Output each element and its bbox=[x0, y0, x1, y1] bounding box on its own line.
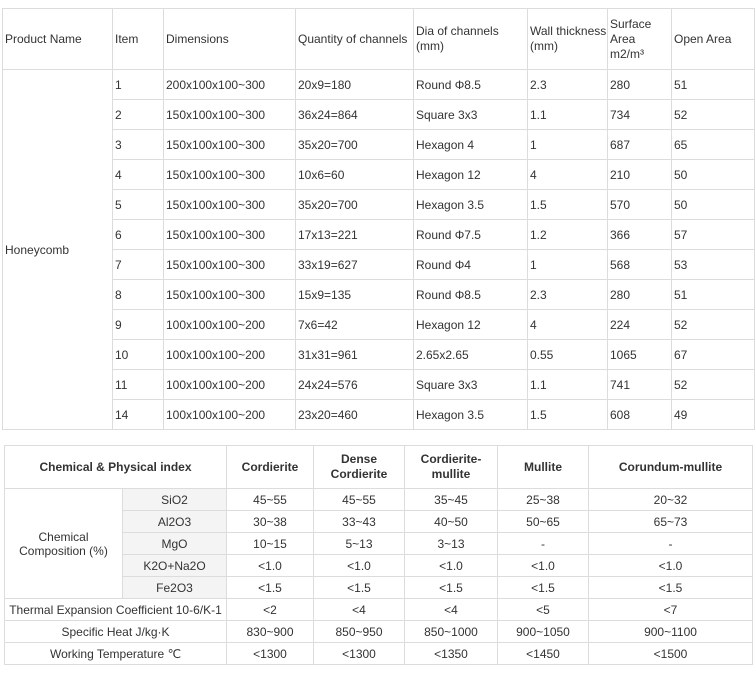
quantity-cell: 17x13=221 bbox=[296, 220, 414, 250]
value-cell: 900~1100 bbox=[589, 621, 753, 643]
compound-cell: K2O+Na2O bbox=[123, 555, 227, 577]
quantity-cell: 20x9=180 bbox=[296, 70, 414, 100]
open-area-cell: 53 bbox=[672, 250, 755, 280]
item-cell: 1 bbox=[113, 70, 164, 100]
value-cell: <1.0 bbox=[405, 555, 498, 577]
table-row bbox=[3, 70, 755, 100]
header-col-0: Cordierite bbox=[227, 446, 314, 489]
surface-cell: 224 bbox=[608, 310, 672, 340]
table-row bbox=[3, 130, 755, 160]
surface-cell: 608 bbox=[608, 400, 672, 430]
value-cell: <1.0 bbox=[227, 555, 314, 577]
dimensions-cell: 150x100x100~300 bbox=[164, 250, 296, 280]
dimensions-cell: 100x100x100~200 bbox=[164, 340, 296, 370]
phys-label-cell: Thermal Expansion Coefficient 10-6/K-1 bbox=[5, 599, 227, 621]
chem-composition-label: Chemical Composition (%) bbox=[5, 489, 123, 599]
table-row bbox=[3, 100, 755, 130]
table-row bbox=[3, 160, 755, 190]
table-row bbox=[3, 190, 755, 220]
table-row bbox=[3, 400, 755, 430]
value-cell: 850~950 bbox=[314, 621, 405, 643]
value-cell: <1.5 bbox=[227, 577, 314, 599]
value-cell: 30~38 bbox=[227, 511, 314, 533]
value-cell: 40~50 bbox=[405, 511, 498, 533]
surface-cell: 1065 bbox=[608, 340, 672, 370]
dia-cell: Hexagon 3.5 bbox=[414, 400, 528, 430]
wall-cell: 1.5 bbox=[528, 190, 608, 220]
open-area-cell: 52 bbox=[672, 100, 755, 130]
property-header-row bbox=[5, 446, 753, 489]
header-item: Item bbox=[113, 9, 164, 70]
item-cell: 2 bbox=[113, 100, 164, 130]
value-cell: <1300 bbox=[227, 643, 314, 665]
dimensions-cell: 150x100x100~300 bbox=[164, 100, 296, 130]
item-cell: 6 bbox=[113, 220, 164, 250]
item-cell: 7 bbox=[113, 250, 164, 280]
dia-cell: Round Φ8.5 bbox=[414, 280, 528, 310]
dia-cell: Hexagon 4 bbox=[414, 130, 528, 160]
dimensions-cell: 150x100x100~300 bbox=[164, 130, 296, 160]
item-cell: 3 bbox=[113, 130, 164, 160]
value-cell: <1.5 bbox=[314, 577, 405, 599]
value-cell: <1.5 bbox=[589, 577, 753, 599]
quantity-cell: 10x6=60 bbox=[296, 160, 414, 190]
dia-cell: Round Φ4 bbox=[414, 250, 528, 280]
phys-row bbox=[5, 599, 753, 621]
open-area-cell: 51 bbox=[672, 280, 755, 310]
quantity-cell: 33x19=627 bbox=[296, 250, 414, 280]
surface-cell: 366 bbox=[608, 220, 672, 250]
value-cell: 850~1000 bbox=[405, 621, 498, 643]
value-cell: - bbox=[498, 533, 589, 555]
product-name-cell: Honeycomb bbox=[3, 70, 113, 430]
wall-cell: 1.5 bbox=[528, 400, 608, 430]
quantity-cell: 31x31=961 bbox=[296, 340, 414, 370]
header-product-name: Product Name bbox=[3, 9, 113, 70]
wall-cell: 1.2 bbox=[528, 220, 608, 250]
header-col-1: Dense Cordierite bbox=[314, 446, 405, 489]
wall-cell: 1.1 bbox=[528, 100, 608, 130]
item-cell: 14 bbox=[113, 400, 164, 430]
value-cell: 830~900 bbox=[227, 621, 314, 643]
header-col-3: Mullite bbox=[498, 446, 589, 489]
open-area-cell: 49 bbox=[672, 400, 755, 430]
quantity-cell: 24x24=576 bbox=[296, 370, 414, 400]
value-cell: 35~45 bbox=[405, 489, 498, 511]
value-cell: <1300 bbox=[314, 643, 405, 665]
phys-row bbox=[5, 621, 753, 643]
surface-cell: 687 bbox=[608, 130, 672, 160]
compound-cell: SiO2 bbox=[123, 489, 227, 511]
value-cell: 5~13 bbox=[314, 533, 405, 555]
surface-cell: 741 bbox=[608, 370, 672, 400]
dimensions-cell: 100x100x100~200 bbox=[164, 310, 296, 340]
value-cell: 20~32 bbox=[589, 489, 753, 511]
surface-cell: 570 bbox=[608, 190, 672, 220]
value-cell: <4 bbox=[314, 599, 405, 621]
wall-cell: 1 bbox=[528, 130, 608, 160]
quantity-cell: 7x6=42 bbox=[296, 310, 414, 340]
dia-cell: Hexagon 12 bbox=[414, 160, 528, 190]
header-row bbox=[3, 9, 755, 70]
header-dia: Dia of channels (mm) bbox=[414, 9, 528, 70]
quantity-cell: 35x20=700 bbox=[296, 130, 414, 160]
value-cell: - bbox=[589, 533, 753, 555]
value-cell: 3~13 bbox=[405, 533, 498, 555]
item-cell: 5 bbox=[113, 190, 164, 220]
dia-cell: Hexagon 3.5 bbox=[414, 190, 528, 220]
phys-label-cell: Working Temperature ℃ bbox=[5, 643, 227, 665]
table-row bbox=[3, 370, 755, 400]
open-area-cell: 57 bbox=[672, 220, 755, 250]
dia-cell: Square 3x3 bbox=[414, 370, 528, 400]
value-cell: <1.0 bbox=[589, 555, 753, 577]
value-cell: 45~55 bbox=[227, 489, 314, 511]
table-row bbox=[3, 280, 755, 310]
value-cell: <1350 bbox=[405, 643, 498, 665]
value-cell: <1450 bbox=[498, 643, 589, 665]
value-cell: <1.0 bbox=[498, 555, 589, 577]
compound-cell: MgO bbox=[123, 533, 227, 555]
value-cell: 65~73 bbox=[589, 511, 753, 533]
dimensions-cell: 100x100x100~200 bbox=[164, 400, 296, 430]
header-dimensions: Dimensions bbox=[164, 9, 296, 70]
dimensions-cell: 150x100x100~300 bbox=[164, 190, 296, 220]
table-row bbox=[3, 340, 755, 370]
quantity-cell: 35x20=700 bbox=[296, 190, 414, 220]
wall-cell: 4 bbox=[528, 160, 608, 190]
dimensions-cell: 150x100x100~300 bbox=[164, 160, 296, 190]
value-cell: <1500 bbox=[589, 643, 753, 665]
open-area-cell: 67 bbox=[672, 340, 755, 370]
dimensions-cell: 150x100x100~300 bbox=[164, 220, 296, 250]
open-area-cell: 52 bbox=[672, 370, 755, 400]
honeycomb-spec-table bbox=[2, 8, 755, 430]
header-open-area: Open Area bbox=[672, 9, 755, 70]
wall-cell: 2.3 bbox=[528, 70, 608, 100]
dia-cell: Hexagon 12 bbox=[414, 310, 528, 340]
surface-cell: 280 bbox=[608, 70, 672, 100]
value-cell: <1.0 bbox=[314, 555, 405, 577]
wall-cell: 0.55 bbox=[528, 340, 608, 370]
surface-cell: 280 bbox=[608, 280, 672, 310]
item-cell: 4 bbox=[113, 160, 164, 190]
quantity-cell: 36x24=864 bbox=[296, 100, 414, 130]
wall-cell: 4 bbox=[528, 310, 608, 340]
dia-cell: 2.65x2.65 bbox=[414, 340, 528, 370]
value-cell: 50~65 bbox=[498, 511, 589, 533]
wall-cell: 1.1 bbox=[528, 370, 608, 400]
wall-cell: 1 bbox=[528, 250, 608, 280]
value-cell: <2 bbox=[227, 599, 314, 621]
dia-cell: Round Φ8.5 bbox=[414, 70, 528, 100]
dia-cell: Round Φ7.5 bbox=[414, 220, 528, 250]
open-area-cell: 50 bbox=[672, 160, 755, 190]
value-cell: <4 bbox=[405, 599, 498, 621]
value-cell: <1.5 bbox=[405, 577, 498, 599]
surface-cell: 210 bbox=[608, 160, 672, 190]
wall-cell: 2.3 bbox=[528, 280, 608, 310]
value-cell: 25~38 bbox=[498, 489, 589, 511]
phys-label-cell: Specific Heat J/kg·K bbox=[5, 621, 227, 643]
header-surface: Surface Area m2/m³ bbox=[608, 9, 672, 70]
value-cell: <7 bbox=[589, 599, 753, 621]
header-wall: Wall thickness (mm) bbox=[528, 9, 608, 70]
header-index: Chemical & Physical index bbox=[5, 446, 227, 489]
header-col-4: Corundum-mullite bbox=[589, 446, 753, 489]
surface-cell: 568 bbox=[608, 250, 672, 280]
quantity-cell: 23x20=460 bbox=[296, 400, 414, 430]
dia-cell: Square 3x3 bbox=[414, 100, 528, 130]
open-area-cell: 65 bbox=[672, 130, 755, 160]
value-cell: 45~55 bbox=[314, 489, 405, 511]
open-area-cell: 50 bbox=[672, 190, 755, 220]
value-cell: 33~43 bbox=[314, 511, 405, 533]
surface-cell: 734 bbox=[608, 100, 672, 130]
chem-row bbox=[5, 489, 753, 511]
compound-cell: Fe2O3 bbox=[123, 577, 227, 599]
table-row bbox=[3, 220, 755, 250]
chemical-physical-table bbox=[4, 445, 753, 665]
value-cell: 900~1050 bbox=[498, 621, 589, 643]
open-area-cell: 51 bbox=[672, 70, 755, 100]
dimensions-cell: 150x100x100~300 bbox=[164, 280, 296, 310]
header-col-2: Cordierite-mullite bbox=[405, 446, 498, 489]
item-cell: 8 bbox=[113, 280, 164, 310]
value-cell: <5 bbox=[498, 599, 589, 621]
item-cell: 11 bbox=[113, 370, 164, 400]
open-area-cell: 52 bbox=[672, 310, 755, 340]
compound-cell: Al2O3 bbox=[123, 511, 227, 533]
table-row bbox=[3, 250, 755, 280]
dimensions-cell: 200x100x100~300 bbox=[164, 70, 296, 100]
table-row bbox=[3, 310, 755, 340]
header-quantity: Quantity of channels bbox=[296, 9, 414, 70]
item-cell: 9 bbox=[113, 310, 164, 340]
dimensions-cell: 100x100x100~200 bbox=[164, 370, 296, 400]
phys-row bbox=[5, 643, 753, 665]
quantity-cell: 15x9=135 bbox=[296, 280, 414, 310]
item-cell: 10 bbox=[113, 340, 164, 370]
value-cell: <1.5 bbox=[498, 577, 589, 599]
value-cell: 10~15 bbox=[227, 533, 314, 555]
